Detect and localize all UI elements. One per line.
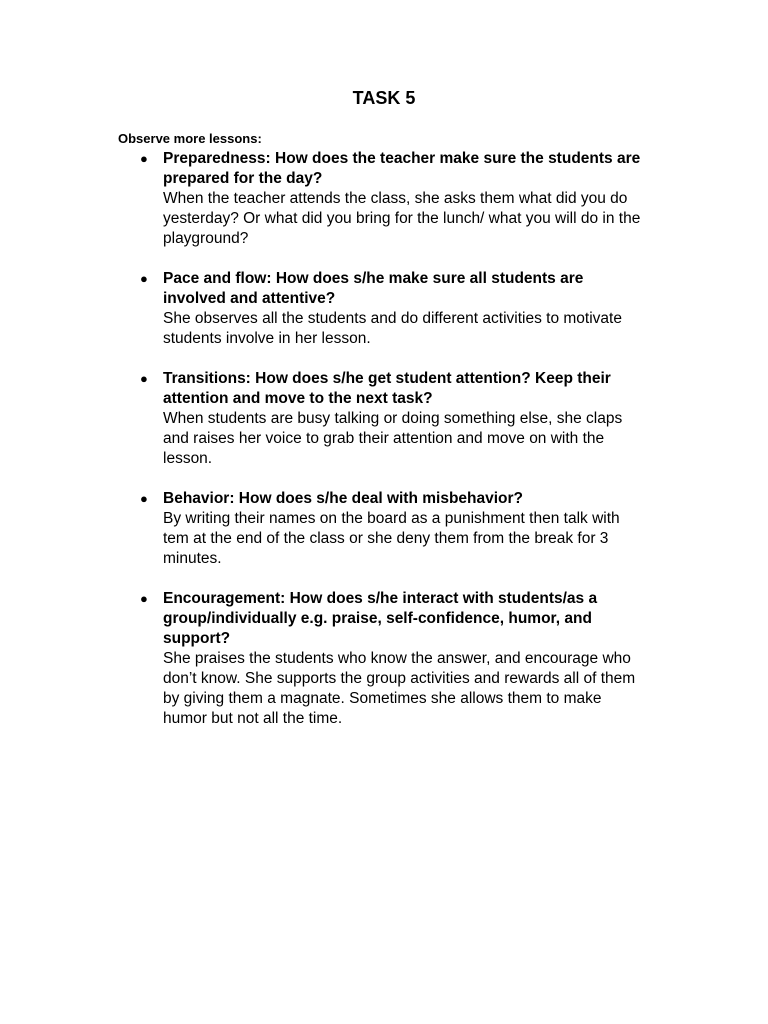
page-title: TASK 5	[352, 88, 416, 108]
answer-text: She praises the students who know the answer, and encourage who don’t know. She supports the group activities and rewards all of them by giving them a magnate. Sometimes she allows them to make humor but not all the time.	[163, 650, 636, 727]
question-text: Transitions: How does s/he get student attention? Keep their attention and move to the next task?	[163, 370, 611, 407]
answer-text: When the teacher attends the class, she asks them what did you do yesterday? Or what did you bring for the lunch/ what you will do in the playground?	[163, 190, 641, 247]
bullet-icon: ●	[140, 591, 148, 606]
bullet-icon: ●	[140, 491, 148, 506]
question-text: Pace and flow: How does s/he make sure all students are involved and attentive?	[163, 270, 584, 307]
list-item-pace-and-flow	[0, 269, 643, 349]
list-item-transitions	[0, 369, 643, 469]
list-item-behavior	[0, 489, 643, 569]
answer-text: By writing their names on the board as a punishment then talk with tem at the end of the class or she deny them from the break for 3 minutes.	[163, 510, 620, 567]
question-text: Encouragement: How does s/he interact with students/as a group/individually e.g. praise, self-confidence, humor, and support?	[163, 590, 598, 647]
answer-text: When students are busy talking or doing something else, she claps and raises her voice to grab their attention and move on with the lesson.	[163, 410, 623, 467]
intro-text: Observe more lessons:	[118, 131, 262, 146]
bullet-icon: ●	[140, 271, 148, 286]
list-item-encouragement	[0, 589, 643, 729]
list-item-preparedness	[0, 149, 643, 249]
bullet-icon: ●	[140, 151, 148, 166]
observation-list	[0, 149, 768, 749]
question-text: Behavior: How does s/he deal with misbehavior?	[163, 490, 524, 507]
question-text: Preparedness: How does the teacher make sure the students are prepared for the day?	[163, 150, 641, 187]
answer-text: She observes all the students and do different activities to motivate students involve in her lesson.	[163, 310, 622, 347]
bullet-icon: ●	[140, 371, 148, 386]
